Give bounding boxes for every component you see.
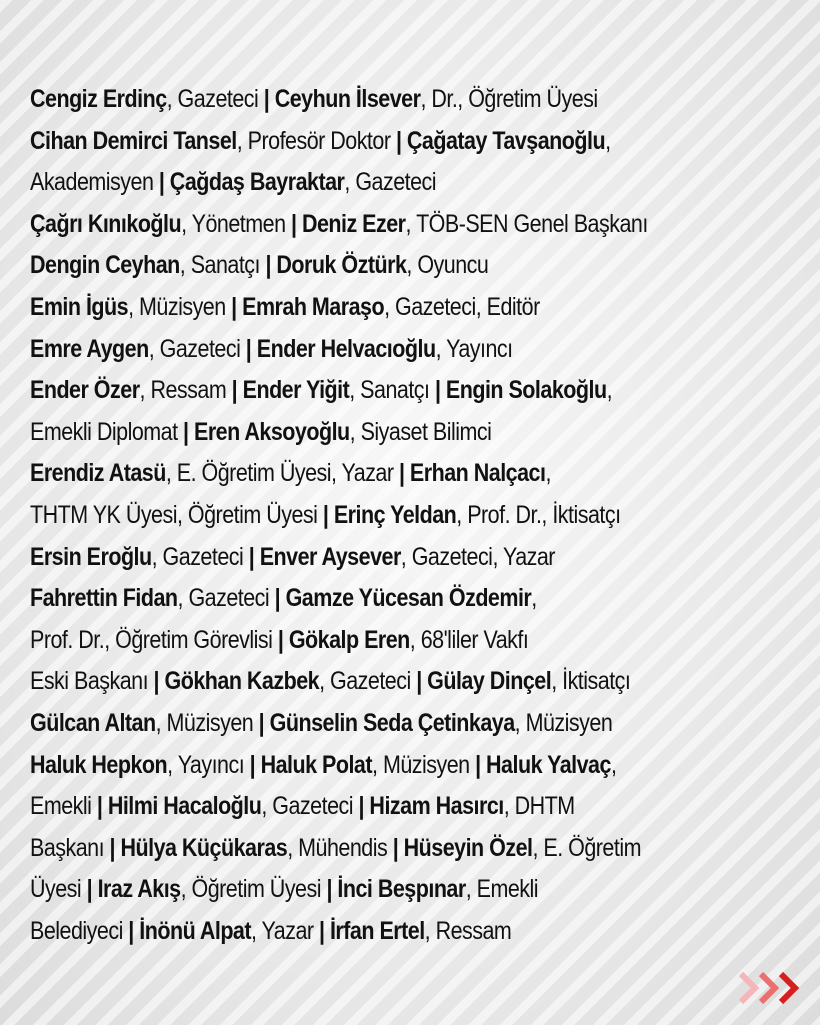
text-line [30,703,697,745]
signatory-title: Prof. Dr., Öğretim Görevlisi [30,625,278,654]
text-line [30,828,697,870]
signatory-name: | Hüseyin Özel [392,833,533,862]
signatory-name: | Çağatay Tavşanoğlu [395,126,606,155]
signatory-title: , Gazeteci, Editör [384,292,540,321]
signatory-title: , Yayıncı [167,750,250,779]
text-line [30,287,697,329]
signatory-name: | Gamze Yücesan Özdemir [274,584,532,613]
signatory-title: , Müzisyen [372,750,476,779]
signatory-title: , Yönetmen [181,209,292,238]
signatory-title: , Gazeteci [344,168,437,197]
signatory-name: Ender Özer [30,376,140,405]
triple-chevron-right-icon [737,968,803,1008]
signatory-name: | Emrah Maraşo [231,292,385,321]
signatory-title: , Yayıncı [435,334,513,363]
signatory-title: , E. Öğretim Üyesi, Yazar [165,459,399,488]
signatory-title: Belediyeci [30,916,129,945]
text-line [30,204,697,246]
signatory-name: Emre Aygen [30,334,149,363]
chevron-dark [781,974,795,1002]
signatory-name: | Günselin Seda Çetinkaya [258,708,515,737]
chevron-medium [761,974,775,1002]
signatory-name: | İnci Beşpınar [326,875,466,904]
signatory-name: | Enver Aysever [248,542,401,571]
signatory-title: , E. Öğretim [532,833,641,862]
signatory-title: THTM YK Üyesi, Öğretim Üyesi [30,500,323,529]
text-line [30,620,697,662]
signatory-title: , Müzisyen [514,708,613,737]
signatory-name: | Iraz Akış [86,875,181,904]
signatory-title: , İktisatçı [551,667,631,696]
signatory-name: Haluk Hepkon [30,750,168,779]
signatory-title: , Dr., Öğretim Üyesi [420,85,598,113]
signatory-title: , Gazeteci [261,792,359,821]
signatory-title: , Ressam [139,376,232,405]
text-line [30,786,697,828]
signatory-name: Dengin Ceyhan [30,251,180,280]
signatory-title: , [545,459,551,488]
text-line [30,412,697,454]
signatory-title: , Emekli [465,875,539,904]
text-line [30,79,697,121]
text-line [30,661,697,703]
signatory-title: , Prof. Dr., İktisatçı [456,500,621,529]
signatory-title: , Gazeteci [151,542,249,571]
signatory-title: , TÖB-SEN Genel Başkanı [405,209,648,238]
signatory-title: , Öğretim Üyesi [180,875,327,904]
signatory-title: , Gazeteci [319,667,417,696]
signatory-title: , Yazar [251,916,320,945]
text-line [30,453,697,495]
signatory-name: | İnönü Alpat [128,916,252,945]
text-line [30,370,697,412]
text-line [30,121,697,163]
signatory-name: | Çağdaş Bayraktar [158,168,345,197]
signatory-title: Eski Başkanı [30,667,154,696]
signatory-name: Fahrettin Fidan [30,584,178,613]
signatory-name: | Gökhan Kazbek [153,667,320,696]
signatory-list [30,79,805,952]
signatory-name: | Ender Yiğit [231,376,350,405]
text-line [30,162,697,204]
signatory-name: | Erinç Yeldan [322,500,457,529]
text-line [30,911,697,953]
signatory-name: | Haluk Polat [249,750,373,779]
signatory-name: | Engin Solakoğlu [434,376,607,405]
text-line [30,245,697,287]
signatory-title: , Sanatçı [349,376,435,405]
chevron-light [741,974,755,1002]
signatory-title: , Gazeteci [166,85,264,113]
signatory-title: , Müzisyen [155,708,259,737]
text-line [30,869,697,911]
signatory-title: , Ressam [424,916,512,945]
signatory-name: Cengiz Erdinç [30,85,167,113]
signatory-title: , Oyuncu [406,251,489,280]
signatory-name: | Deniz Ezer [291,209,406,238]
signatory-title: Emekli [30,792,97,821]
signatory-title: , Gazeteci [148,334,246,363]
signatory-name: Erendiz Atasü [30,459,166,488]
signatory-title: , [610,750,617,779]
signatory-title: , Gazeteci, Yazar [400,542,555,571]
signatory-title: , Gazeteci [177,584,275,613]
signatory-title: , Profesör Doktor [236,126,396,155]
signatory-name: | Hilmi Hacaloğlu [96,792,262,821]
signatory-title: Üyesi [30,875,87,904]
signatory-name: | Doruk Öztürk [265,251,407,280]
signatory-name: | Hülya Küçükaras [109,833,288,862]
signatory-name: Emin İgüs [30,292,129,321]
signatory-title: , 68'liler Vakfı [409,625,529,654]
signatory-name: Çağrı Kınıkoğlu [30,209,182,238]
text-line [30,578,697,620]
text-line [30,495,697,537]
signatory-title: , Mühendis [287,833,393,862]
signatory-name: Gülcan Altan [30,708,156,737]
signatory-name: | İrfan Ertel [319,916,425,945]
signatory-title: , [606,376,613,405]
signatory-title: , DHTM [503,792,575,821]
signatory-name: | Eren Aksoyoğlu [183,417,350,446]
signatory-name: | Ender Helvacıoğlu [245,334,436,363]
signatory-name: | Haluk Yalvaç [475,750,611,779]
signatory-title: Akademisyen [30,168,159,197]
signatory-title: , Sanatçı [179,251,266,280]
text-line [30,329,697,371]
signatory-name: | Erhan Nalçacı [398,459,546,488]
signatory-title: , [531,584,537,613]
signatory-name: | Hizam Hasırcı [358,792,504,821]
text-line [30,537,697,579]
signatory-title: , [605,126,611,155]
signatory-name: Cihan Demirci Tansel [30,126,237,155]
signatory-name: | Ceyhun İlsever [263,85,421,113]
signatory-title: Başkanı [30,833,110,862]
signatory-name: | Gökalp Eren [277,625,410,654]
text-line [30,745,697,787]
signatory-name: Ersin Eroğlu [30,542,152,571]
signatory-title: Emekli Diplomat [30,417,184,446]
signatory-title: , Siyaset Bilimci [349,417,492,446]
signatory-title: , Müzisyen [128,292,232,321]
signatory-name: | Gülay Dinçel [416,667,552,696]
